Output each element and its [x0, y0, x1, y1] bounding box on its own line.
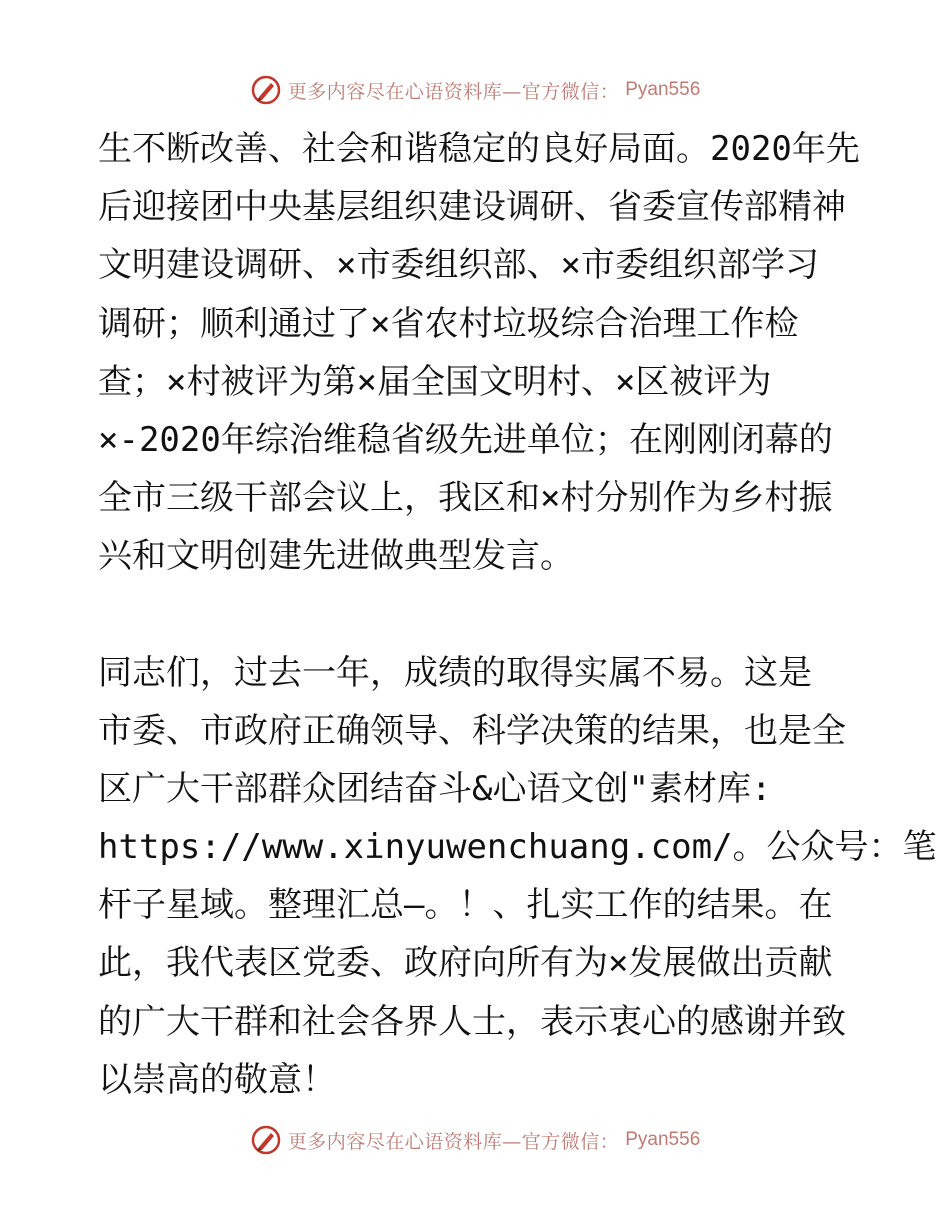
watermark-text: 更多内容尽在心语资料库—官方微信： [287, 1130, 620, 1153]
header-watermark [0, 70, 950, 110]
text-line: 全市三级干部会议上，我区和×村分别作为乡村振 [98, 478, 833, 519]
paragraph-2 [98, 644, 937, 1110]
text-line: 调研；顺利通过了×省农村垃圾综合治理工作检 [98, 303, 799, 344]
text-line: 市委、市政府正确领导、科学决策的结果，也是全 [98, 710, 846, 751]
text-line: 查；×村被评为第×届全国文明村、×区被评为 [98, 361, 772, 402]
text-line: 区广大干部群众团结奋斗&心语文创"素材库: [98, 768, 772, 809]
text-line: 以崇高的敬意！ [98, 1059, 336, 1100]
paragraph-1 [98, 120, 858, 586]
text-line: 兴和文明创建先进做典型发言。 [98, 536, 574, 577]
watermark-handle: Pyan556 [625, 1129, 701, 1150]
text-line: 杆子星域。整理汇总—。！、扎实工作的结果。在 [98, 885, 833, 926]
document-body [98, 120, 937, 1109]
text-line: 文明建设调研、×市委组织部、×市委组织部学习 [98, 245, 819, 286]
pen-logo-icon [250, 74, 282, 106]
text-line: 的广大干群和社会各界人士，表示衷心的感谢并致 [98, 1001, 846, 1042]
text-line: 此，我代表区党委、政府向所有为×发展做出贡献 [98, 943, 833, 984]
pen-logo-icon [250, 1124, 282, 1156]
watermark-handle: Pyan556 [625, 79, 701, 100]
paragraph-gap [98, 586, 858, 644]
watermark-text: 更多内容尽在心语资料库—官方微信： [287, 80, 620, 103]
text-line: 生不断改善、社会和谐稳定的良好局面。2020年先 [98, 129, 860, 169]
text-line: 同志们，过去一年，成绩的取得实属不易。这是 [98, 652, 812, 693]
text-line: 后迎接团中央基层组织建设调研、省委宣传部精神 [98, 187, 846, 228]
footer-watermark [0, 1120, 950, 1160]
text-line: ×-2020年综治维稳省级先进单位；在刚刚闭幕的 [98, 419, 833, 460]
text-line: https://www.xinyuwenchuang.com/。公众号：笔 [98, 827, 937, 868]
